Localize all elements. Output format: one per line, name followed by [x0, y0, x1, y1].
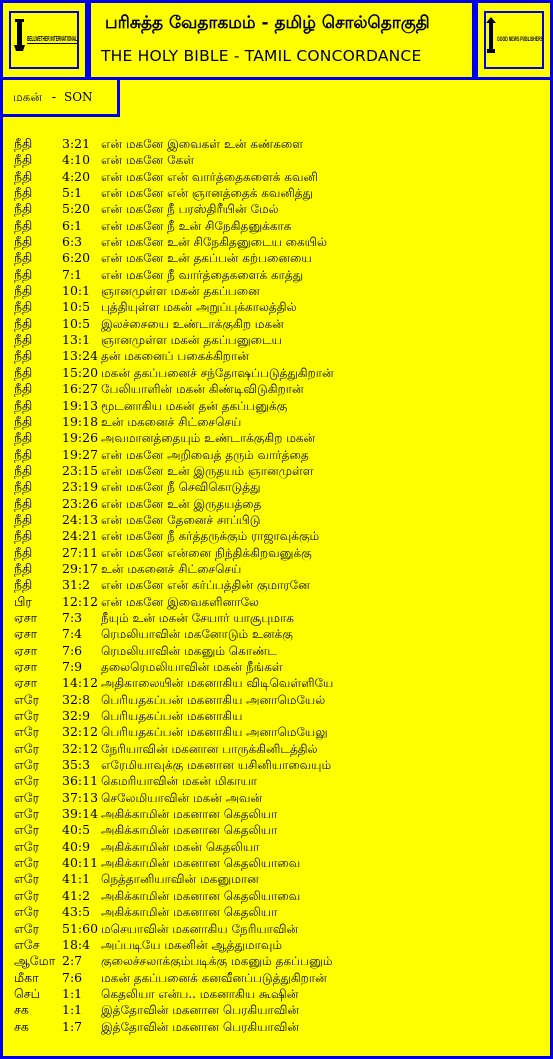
- verse-excerpt: ரெமலியாவின் மகனும் கொண்ட: [101, 643, 277, 658]
- list-item: [14, 250, 544, 266]
- verse-reference: 32:9: [62, 708, 91, 724]
- bellwether-logo: [9, 11, 79, 69]
- verse-reference: 41:1: [62, 871, 91, 887]
- verse-excerpt: என் மகனே அறிவைத் தரும் வார்த்தை: [101, 447, 309, 462]
- verse-reference: 5:1: [62, 185, 83, 201]
- book-abbrev: மீகா: [14, 969, 39, 985]
- verse-excerpt: உன் மகனைச் சிட்சைசெய்: [101, 561, 242, 576]
- list-item: [14, 528, 544, 544]
- list-item: [14, 348, 544, 364]
- book-abbrev: சக: [14, 1002, 29, 1018]
- verse-reference: 6:1: [62, 217, 83, 233]
- verse-reference: 10:1: [62, 283, 91, 299]
- verse-excerpt: இத்தோவின் மகனான பெரகியாவின்: [101, 1003, 300, 1018]
- book-abbrev: எரே: [14, 822, 40, 838]
- verse-excerpt: அகிக்காமின் மகனான கெதலியா: [101, 807, 278, 822]
- list-item: [14, 479, 544, 495]
- list-item: [14, 855, 544, 871]
- list-item: [14, 316, 544, 332]
- list-item: [14, 299, 544, 315]
- headword-tamil: மகன்: [13, 90, 42, 104]
- list-item: [14, 447, 544, 463]
- title-panel: [88, 0, 475, 80]
- verse-reference: 7:6: [62, 642, 83, 658]
- list-item: [14, 512, 544, 528]
- list-item: [14, 904, 544, 920]
- book-abbrev: நீதி: [14, 446, 33, 462]
- verse-reference: 35:3: [62, 757, 91, 773]
- verse-reference: 19:27: [62, 446, 99, 462]
- book-abbrev: ஏசா: [14, 675, 38, 691]
- list-item: [14, 365, 544, 381]
- list-item: [14, 381, 544, 397]
- book-abbrev: நீதி: [14, 315, 33, 331]
- book-abbrev: நீதி: [14, 462, 33, 478]
- torch-icon: [486, 17, 496, 53]
- verse-reference: 40:11: [62, 855, 99, 871]
- book-abbrev: நீதி: [14, 217, 33, 233]
- verse-excerpt: என் மகனே என் ஞானத்தைக் கவனித்து: [101, 186, 313, 201]
- book-abbrev: ஏசா: [14, 609, 38, 625]
- verse-reference: 7:1: [62, 266, 83, 282]
- list-item: [14, 267, 544, 283]
- book-abbrev: சக: [14, 1018, 29, 1034]
- book-abbrev: நீதி: [14, 560, 33, 576]
- publisher-logo-left: [0, 0, 88, 80]
- verse-excerpt: பெரியதகப்பன் மகனாகிய அனாமெயேலு: [101, 725, 328, 740]
- book-abbrev: பிர: [14, 593, 32, 609]
- book-abbrev: நீதி: [14, 250, 33, 266]
- verse-excerpt: என் மகனே என்னை நிந்திக்கிறவனுக்கு: [101, 545, 312, 560]
- headword: [13, 90, 93, 106]
- list-item: [14, 790, 544, 806]
- verse-reference: 14:12: [62, 675, 99, 691]
- book-abbrev: நீதி: [14, 528, 33, 544]
- book-abbrev: நீதி: [14, 381, 33, 397]
- verse-excerpt: என் மகனே உன் இருதயத்தை: [101, 496, 262, 511]
- verse-excerpt: என் மகனே தேனைச் சாப்பிடு: [101, 512, 261, 527]
- list-item: [14, 659, 544, 675]
- verse-reference: 19:26: [62, 430, 99, 446]
- verse-reference: 7:9: [62, 659, 83, 674]
- verse-reference: 23:19: [62, 479, 99, 495]
- headword-box: [0, 77, 120, 117]
- book-abbrev: செப்: [14, 985, 40, 1001]
- book-abbrev: நீதி: [14, 430, 33, 446]
- verse-excerpt: மூடனாகிய மகன் தன் தகப்பனுக்கு: [101, 398, 288, 413]
- verse-excerpt: என் மகனே கேள்: [101, 153, 195, 168]
- verse-excerpt: புத்தியுள்ள மகன் அறுப்புக்காலத்தில்: [101, 300, 297, 315]
- publisher-logo-right: [475, 0, 553, 80]
- verse-reference: 6:20: [62, 250, 91, 266]
- list-item: [14, 986, 544, 1002]
- book-abbrev: எரே: [14, 806, 40, 822]
- headword-english: SON: [63, 90, 93, 104]
- verse-excerpt: என் மகனே நீ கர்த்தருக்கும் ராஜாவுக்கும்: [101, 529, 320, 544]
- verse-reference: 40:9: [62, 838, 91, 854]
- list-item: [14, 545, 544, 561]
- verse-reference: 32:12: [62, 740, 99, 756]
- verse-excerpt: நெத்தானியாவின் மகனுமான: [101, 872, 259, 887]
- list-item: [14, 201, 544, 217]
- list-item: [14, 888, 544, 904]
- list-item: [14, 398, 544, 414]
- book-abbrev: நீதி: [14, 495, 33, 511]
- list-item: [14, 757, 544, 773]
- list-item: [14, 430, 544, 446]
- book-abbrev: நீதி: [14, 168, 33, 184]
- list-item: [14, 496, 544, 512]
- verse-excerpt: பெரியதகப்பன் மகனாகிய: [101, 709, 243, 724]
- book-abbrev: எரே: [14, 691, 40, 707]
- list-item: [14, 724, 544, 740]
- verse-excerpt: அகிக்காமின் மகனான கெதலியாவை: [101, 888, 301, 903]
- verse-reference: 27:11: [62, 544, 99, 560]
- verse-excerpt: ஞானமுள்ள மகன் தகப்பனுடைய: [101, 333, 282, 348]
- title-english: THE HOLY BIBLE - TAMIL CONCORDANCE: [101, 47, 422, 65]
- list-item: [14, 185, 544, 201]
- list-item: [14, 1002, 544, 1018]
- book-abbrev: நீதி: [14, 234, 33, 250]
- verse-reference: 19:13: [62, 397, 99, 413]
- book-abbrev: நீதி: [14, 413, 33, 429]
- list-item: [14, 414, 544, 430]
- verse-reference: 10:5: [62, 315, 91, 331]
- verse-excerpt: தலைரெமலியாவின் மகன் நீங்கள்: [101, 660, 283, 674]
- title-tamil: பரிசுத்த வேதாகமம் - தமிழ் சொல்தொகுதி: [105, 13, 430, 33]
- book-abbrev: நீதி: [14, 185, 33, 201]
- list-item: [14, 741, 544, 757]
- verse-excerpt: அகிக்காமின் மகனான கெதலியா: [101, 823, 278, 838]
- lighthouse-icon: [14, 19, 25, 51]
- book-abbrev: நீதி: [14, 299, 33, 315]
- verse-excerpt: என் மகனே நீ வார்த்தைகளைக் காத்து: [101, 267, 304, 282]
- verse-excerpt: அகிக்காமின் மகனான கெதலியா: [101, 905, 278, 920]
- verse-reference: 5:20: [62, 201, 91, 217]
- verse-excerpt: தன் மகனைப் பகைக்கிறான்: [101, 349, 249, 364]
- verse-reference: 7:4: [62, 626, 83, 642]
- verse-excerpt: என் மகனே உன் இருதயம் ஞானமுள்ள: [101, 463, 314, 478]
- verse-reference: 32:12: [62, 724, 99, 740]
- book-abbrev: நீதி: [14, 544, 33, 560]
- verse-excerpt: பேலியாளின் மகன் கிண்டிவிடுகிறான்: [101, 382, 304, 397]
- verse-reference: 43:5: [62, 904, 91, 920]
- book-abbrev: எரே: [14, 789, 40, 805]
- book-abbrev: எரே: [14, 920, 40, 936]
- verse-excerpt: கெதலியா என்ப.. மகனாகிய கூஷின்: [101, 986, 299, 1001]
- list-item: [14, 871, 544, 887]
- verse-excerpt: என் மகனே நீ பரஸ்திரீயின் மேல்: [101, 202, 279, 217]
- verse-reference: 24:21: [62, 528, 99, 544]
- list-item: [14, 463, 544, 479]
- verse-excerpt: மகன் தகப்பனைக் கனவீனப்படுத்துகிறான்: [101, 970, 327, 985]
- verse-reference: 10:5: [62, 299, 91, 315]
- book-abbrev: எரே: [14, 708, 40, 724]
- verse-excerpt: உன் மகனைச் சிட்சைசெய்: [101, 414, 242, 429]
- list-item: [14, 332, 544, 348]
- list-item: [14, 218, 544, 234]
- book-abbrev: நீதி: [14, 348, 33, 364]
- book-abbrev: எரே: [14, 757, 40, 773]
- verse-reference: 7:3: [62, 609, 83, 625]
- verse-reference: 7:6: [62, 969, 83, 985]
- list-item: [14, 610, 544, 626]
- verse-excerpt: என் மகனே என் வார்த்தைகளைக் கவனி: [101, 169, 318, 184]
- book-abbrev: எசே: [14, 936, 40, 952]
- logo-text-left: BELLWETHER INTERNATIONAL: [27, 36, 78, 43]
- verse-excerpt: என் மகனே இவைகள் உன் கண்களை: [101, 137, 304, 151]
- verse-reference: 19:18: [62, 413, 99, 429]
- verse-excerpt: அதிகாலையின் மகனாகிய விடிவெள்ளியே: [101, 676, 334, 691]
- verse-excerpt: என் மகனே உன் சிநேகிதனுடைய கையில்: [101, 235, 327, 250]
- verse-reference: 18:4: [62, 936, 91, 952]
- book-abbrev: ஏசா: [14, 626, 38, 642]
- book-abbrev: நீதி: [14, 397, 33, 413]
- book-abbrev: நீதி: [14, 577, 33, 593]
- verse-excerpt: என் மகனே என் கர்ப்பத்தின் குமாரனே: [101, 578, 310, 593]
- book-abbrev: எரே: [14, 724, 40, 740]
- book-abbrev: எரே: [14, 740, 40, 756]
- book-abbrev: நீதி: [14, 136, 33, 151]
- book-abbrev: எரே: [14, 838, 40, 854]
- book-abbrev: நீதி: [14, 201, 33, 217]
- verse-reference: 36:11: [62, 773, 99, 789]
- verse-reference: 15:20: [62, 364, 99, 380]
- list-item: [14, 626, 544, 642]
- verse-excerpt: குலைச்சலாக்கும்படிக்கு மகனும் தகப்பனும்: [101, 954, 333, 969]
- book-abbrev: நீதி: [14, 364, 33, 380]
- list-item: [14, 839, 544, 855]
- verse-reference: 29:17: [62, 560, 99, 576]
- verse-reference: 23:26: [62, 495, 99, 511]
- verse-excerpt: என் மகனே நீ செவிகொடுத்து: [101, 480, 261, 495]
- list-item: [14, 953, 544, 969]
- list-item: [14, 234, 544, 250]
- verse-excerpt: நேரியாவின் மகனான பாருக்கினிடத்தில்: [101, 741, 318, 756]
- list-item: [14, 708, 544, 724]
- verse-excerpt: இத்தோவின் மகனான பெரகியாவின்: [101, 1019, 300, 1034]
- book-abbrev: எரே: [14, 904, 40, 920]
- verse-excerpt: அப்படியே மகனின் ஆத்துமாவும்: [101, 937, 282, 952]
- verse-reference: 1:1: [62, 985, 83, 1001]
- verse-excerpt: எரேமியாவுக்கு மகனான யசினியாவையும்: [101, 758, 332, 773]
- verse-excerpt: கெமரியாவின் மகன் மிகாயா: [101, 774, 258, 789]
- list-item: [14, 921, 544, 937]
- list-item: [14, 1019, 544, 1035]
- verse-reference: 40:5: [62, 822, 91, 838]
- verse-excerpt: நீயும் உன் மகன் சேயார் யாசூபுமாக: [101, 610, 294, 625]
- verse-excerpt: செலேமியாவின் மகன் அவன்: [101, 790, 263, 805]
- book-abbrev: ஆமோ: [14, 953, 56, 969]
- verse-reference: 12:12: [62, 593, 99, 609]
- verse-reference: 31:2: [62, 577, 91, 593]
- verse-reference: 6:3: [62, 234, 83, 250]
- verse-excerpt: அகிக்காமின் மகனான கெதலியாவை: [101, 856, 301, 871]
- book-abbrev: நீதி: [14, 511, 33, 527]
- book-abbrev: எரே: [14, 887, 40, 903]
- verse-excerpt: மகன் தகப்பனைச் சந்தோஷப்படுத்துகிறான்: [101, 365, 334, 380]
- book-abbrev: நீதி: [14, 266, 33, 282]
- verse-reference: 32:8: [62, 691, 91, 707]
- verse-excerpt: பெரியதகப்பன் மகனாகிய அனாமெயேல்: [101, 692, 326, 707]
- verse-excerpt: என் மகனே உன் தகப்பன் கற்பனையை: [101, 251, 312, 266]
- verse-reference: 4:20: [62, 168, 91, 184]
- verse-reference: 13:24: [62, 348, 99, 364]
- list-item: [14, 643, 544, 659]
- book-abbrev: எரே: [14, 871, 40, 887]
- verse-reference: 1:7: [62, 1018, 83, 1034]
- book-abbrev: நீதி: [14, 332, 33, 348]
- verse-reference: 3:21: [62, 136, 91, 151]
- verse-excerpt: மசெயாவின் மகனாகிய நேரியாவின்: [101, 921, 299, 936]
- verse-reference: 1:1: [62, 1002, 83, 1018]
- verse-excerpt: அகிக்காமின் மகன் கெதலியா: [101, 839, 260, 854]
- list-item: [14, 937, 544, 953]
- verse-excerpt: என் மகனே இவைகளினாலே: [101, 594, 259, 609]
- list-item: [14, 822, 544, 838]
- logo-graphic-left: [9, 11, 79, 69]
- book-abbrev: ஏசா: [14, 659, 38, 674]
- verse-excerpt: ரெமலியாவின் மகனோடும் உனக்கு: [101, 627, 293, 642]
- verse-excerpt: என் மகனே நீ உன் சிநேகிதனுக்காக: [101, 218, 292, 233]
- list-item: [14, 283, 544, 299]
- verse-excerpt: ஞானமுள்ள மகன் தகப்பனை: [101, 284, 260, 299]
- concordance-list: [14, 136, 544, 1035]
- list-item: [14, 136, 544, 152]
- verse-reference: 4:10: [62, 152, 91, 168]
- verse-reference: 37:13: [62, 789, 99, 805]
- list-item: [14, 577, 544, 593]
- book-abbrev: ஏசா: [14, 642, 38, 658]
- list-item: [14, 594, 544, 610]
- list-item: [14, 773, 544, 789]
- list-item: [14, 169, 544, 185]
- verse-reference: 51:60: [62, 920, 99, 936]
- logo-text-right: GOOD NEWS PUBLISHERS: [497, 36, 544, 43]
- list-item: [14, 675, 544, 691]
- verse-reference: 2:7: [62, 953, 83, 969]
- verse-reference: 39:14: [62, 806, 99, 822]
- list-item: [14, 692, 544, 708]
- good-news-logo: [484, 11, 544, 69]
- verse-excerpt: இலச்சையை உண்டாக்குகிற மகன்: [101, 316, 284, 331]
- book-abbrev: எரே: [14, 855, 40, 871]
- verse-reference: 13:1: [62, 332, 91, 348]
- book-abbrev: எரே: [14, 773, 40, 789]
- book-abbrev: நீதி: [14, 152, 33, 168]
- verse-reference: 41:2: [62, 887, 91, 903]
- list-item: [14, 561, 544, 577]
- book-abbrev: நீதி: [14, 479, 33, 495]
- verse-excerpt: அவமானத்தையும் உண்டாக்குகிற மகன்: [101, 431, 316, 446]
- headword-separator: -: [51, 90, 57, 104]
- verse-reference: 24:13: [62, 511, 99, 527]
- list-item: [14, 152, 544, 168]
- verse-reference: 16:27: [62, 381, 99, 397]
- list-item: [14, 970, 544, 986]
- list-item: [14, 806, 544, 822]
- logo-graphic-right: [483, 11, 545, 69]
- verse-reference: 23:15: [62, 462, 99, 478]
- book-abbrev: நீதி: [14, 283, 33, 299]
